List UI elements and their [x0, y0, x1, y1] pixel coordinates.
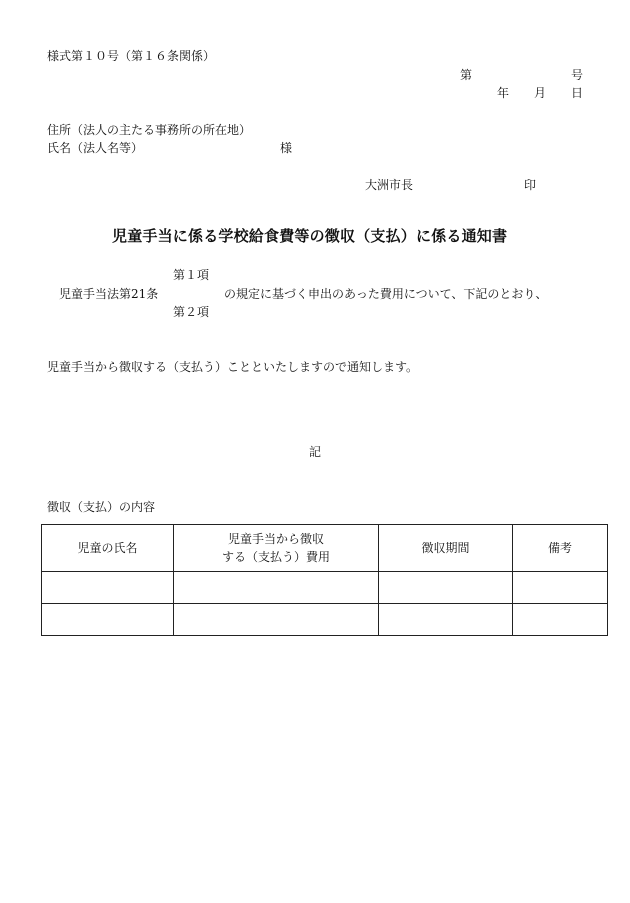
section-label: 徴収（支払）の内容	[47, 500, 156, 514]
cell-period[interactable]	[379, 572, 513, 604]
body-line-2: 児童手当から徴収する（支払う）ことといたしますので通知します。	[47, 360, 419, 374]
law-reference: 児童手当法第21条	[59, 287, 159, 301]
name-label: 氏名（法人名等）	[47, 141, 144, 155]
table-row	[42, 572, 608, 604]
cell-remarks[interactable]	[513, 604, 608, 636]
cell-remarks[interactable]	[513, 572, 608, 604]
address-label: 住所（法人の主たる事務所の所在地）	[47, 123, 252, 137]
cell-fee[interactable]	[174, 604, 379, 636]
honorific: 様	[280, 141, 293, 155]
clause-2: 第２項	[173, 305, 210, 319]
cell-child-name[interactable]	[42, 572, 174, 604]
date-day: 日	[571, 86, 584, 100]
table-header-row	[42, 525, 608, 572]
header-fee-line1: 児童手当から徴収	[227, 532, 324, 546]
header-fee-line2: する（支払う）費用	[221, 550, 330, 564]
cell-period[interactable]	[379, 604, 513, 636]
clause-1: 第１項	[173, 268, 210, 282]
document-title: 児童手当に係る学校給食費等の徴収（支払）に係る通知書	[112, 227, 508, 245]
seal-mark: 印	[524, 178, 537, 192]
ki-mark: 記	[309, 445, 322, 459]
table-row	[42, 604, 608, 636]
header-fee	[174, 525, 379, 572]
header-period: 徴収期間	[379, 525, 513, 572]
cell-fee[interactable]	[174, 572, 379, 604]
header-remarks: 備考	[513, 525, 608, 572]
cell-child-name[interactable]	[42, 604, 174, 636]
form-number: 様式第１０号（第１６条関係）	[47, 49, 216, 63]
sender-title: 大洲市長	[365, 178, 414, 192]
header-child-name: 児童の氏名	[42, 525, 174, 572]
collection-table	[41, 524, 608, 636]
doc-number-prefix: 第	[460, 68, 473, 82]
date-year: 年	[497, 86, 510, 100]
doc-number-suffix: 号	[571, 68, 584, 82]
date-month: 月	[534, 86, 547, 100]
body-line-1: の規定に基づく申出のあった費用について、下記のとおり、	[224, 287, 548, 301]
